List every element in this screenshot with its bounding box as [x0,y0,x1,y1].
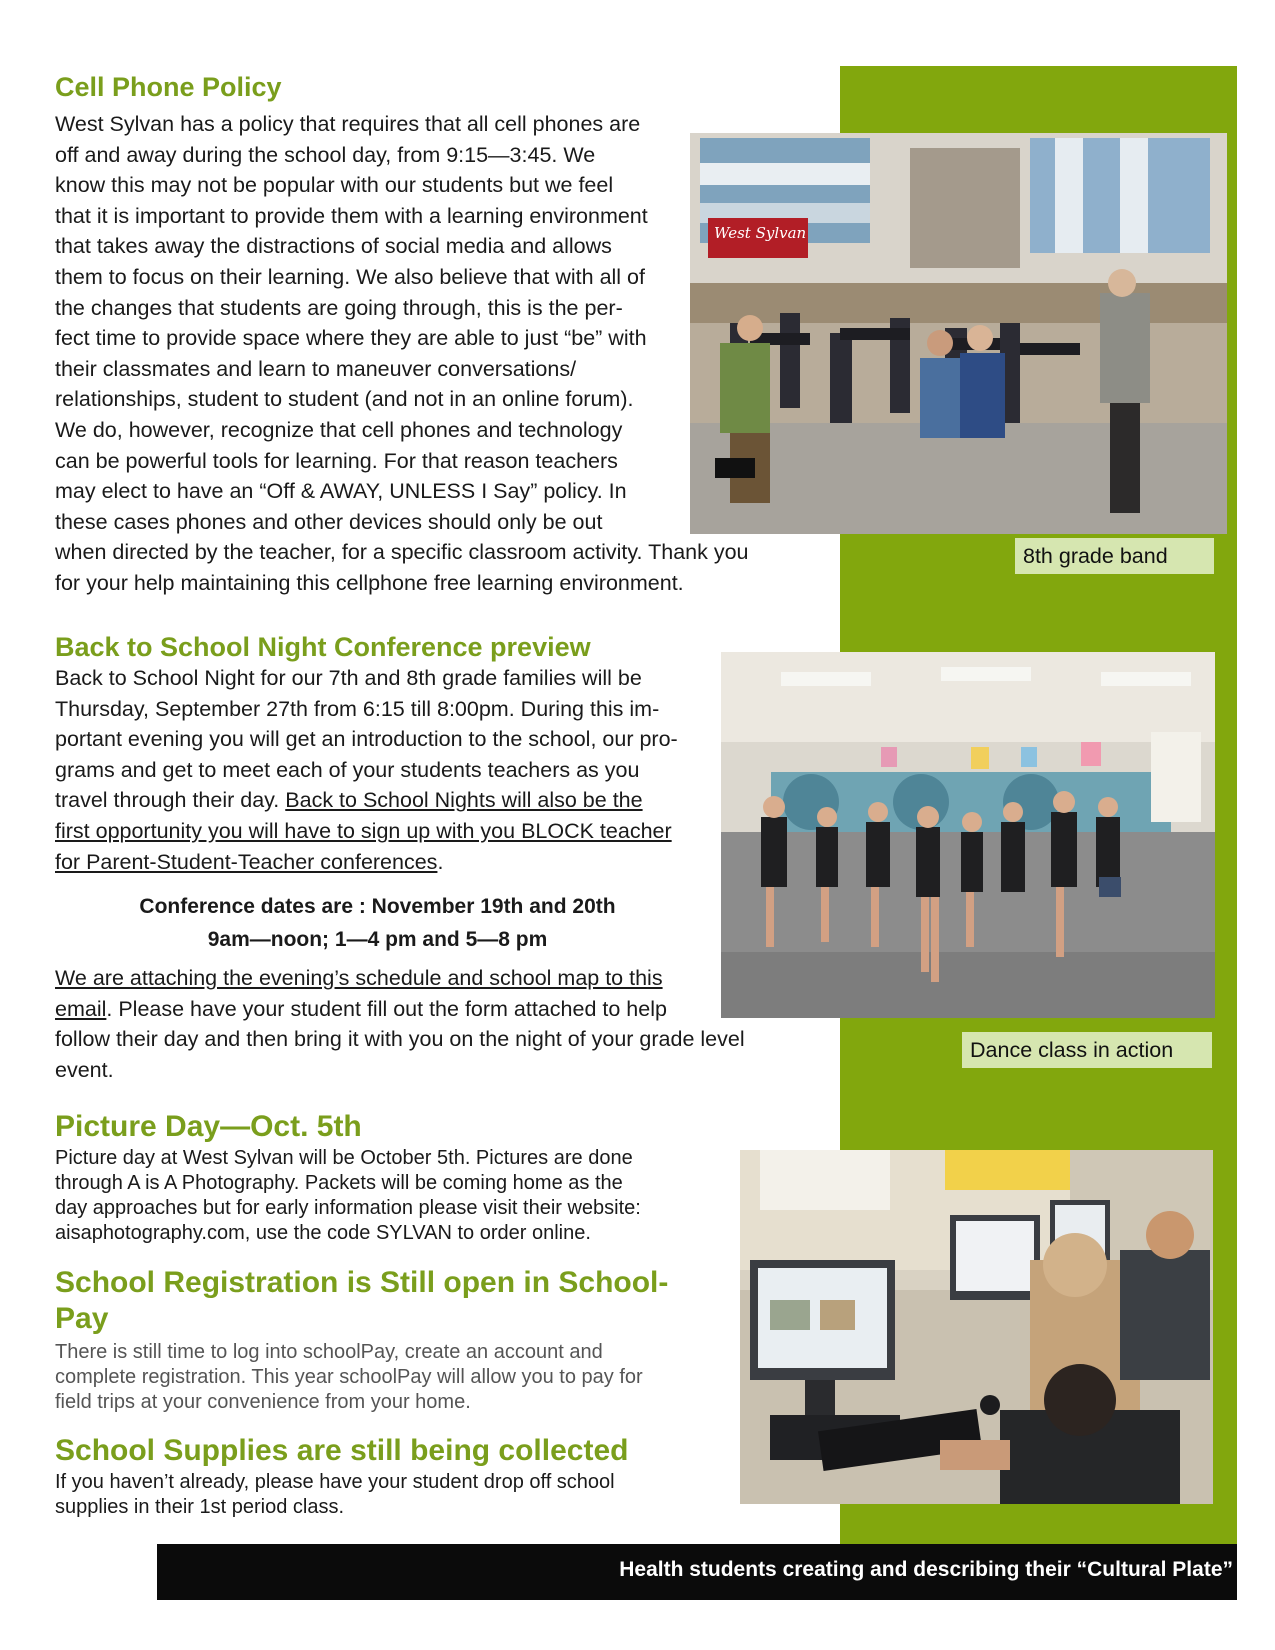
text-line: If you haven’t already, please have your student drop off school [55,1471,615,1493]
school-registration-heading [55,1265,668,1337]
text-segment: . [437,849,444,874]
conference-dates-line: Conference dates are : November 19th and 20th [139,895,616,918]
text-line: aisaphotography.com, use the code SYLVAN to order online. [55,1222,591,1244]
text-line: relationships, student to student (and not in an online forum). [55,387,634,412]
text-line [55,847,678,878]
text-line: We do, however, recognize that cell phones and technology [55,417,623,442]
text-line: field trips at your convenience from your home. [55,1391,471,1413]
text-line [55,785,678,816]
school-supplies-heading: School Supplies are still being collected [55,1434,629,1467]
conference-signup-note: for Parent-Student-Teacher conferences [55,849,438,874]
text-line: day approaches but for early information please visit their website: [55,1197,641,1219]
schedule-attachment-text [55,963,745,1085]
text-line: event. [55,1057,114,1082]
text-line: that it is important to provide them with a learning environment [55,203,648,228]
back-to-school-text [55,663,678,877]
text-line: Back to School Night for our 7th and 8th grade families will be [55,666,642,690]
text-line: portant evening you will get an introduction to the school, our pro- [55,727,678,752]
conference-dates [55,890,700,956]
school-registration-text [55,1340,643,1415]
text-line: when directed by the teacher, for a specific classroom activity. Thank you [55,540,749,565]
dance-photo-caption: Dance class in action [962,1032,1212,1068]
text-line: these cases phones and other devices should only be out [55,509,603,534]
attachment-note-link: We are attaching the evening’s schedule and school map to this [55,966,663,990]
text-line: West Sylvan has a policy that requires that all cell phones are [55,112,641,136]
cell-phone-policy-heading: Cell Phone Policy [55,72,282,102]
heading-line: School Registration is Still open in School- [55,1266,669,1299]
text-line: their classmates and learn to maneuver conversations/ [55,356,577,381]
text-segment: . Please have your student fill out the form attached to help [106,996,667,1021]
text-line: fect time to provide space where they are able to just “be” with [55,326,647,351]
text-line: supplies in their 1st period class. [55,1496,345,1518]
conference-times-line: 9am—noon; 1—4 pm and 5—8 pm [207,928,548,951]
text-line: for your help maintaining this cellphone free learning environment. [55,570,684,595]
text-line: can be powerful tools for learning. For that reason teachers [55,448,618,473]
text-line: them to focus on their learning. We also believe that with all of [55,264,645,289]
band-room-sign: West Sylvan [714,224,807,242]
text-segment: travel through their day. [55,788,286,813]
dance-photo [721,652,1215,1018]
picture-day-text [55,1146,641,1246]
attachment-note-link: email [55,996,107,1021]
heading-line: Pay [55,1302,109,1335]
text-line: Picture day at West Sylvan will be October 5th. Pictures are done [55,1147,633,1169]
footer-caption-bar [157,1544,1237,1600]
cell-phone-policy-text [55,109,749,599]
text-line: through A is A Photography. Packets will be coming home as the [55,1172,623,1194]
computer-photo-caption: Health students creating and describing their “Cultural Plate” [619,1558,1233,1581]
picture-day-heading: Picture Day—Oct. 5th [55,1110,362,1143]
text-line: off and away during the school day, from 9:15—3:45. We [55,142,596,167]
text-line: Thursday, September 27th from 6:15 till 8:00pm. During this im- [55,696,660,721]
conference-signup-note: Back to School Nights will also be the [285,788,643,813]
text-line: follow their day and then bring it with you on the night of your grade level [55,1027,745,1052]
text-line: grams and get to meet each of your students teachers as you [55,757,640,782]
computer-lab-photo [740,1150,1213,1504]
text-line: that takes away the distractions of social media and allows [55,234,612,259]
text-line: know this may not be popular with our students but we feel [55,173,614,198]
band-photo [690,133,1227,534]
text-line: the changes that students are going through, this is the per- [55,295,623,320]
text-line [55,994,745,1025]
band-photo-caption: 8th grade band [1015,538,1214,574]
text-line: complete registration. This year schoolPay will allow you to pay for [55,1366,643,1388]
text-line: may elect to have an “Off & AWAY, UNLESS I Say” policy. In [55,479,627,504]
text-line: There is still time to log into schoolPay, create an account and [55,1341,603,1363]
back-to-school-heading: Back to School Night Conference preview [55,632,591,662]
school-supplies-text [55,1470,615,1520]
conference-signup-note: first opportunity you will have to sign up with you BLOCK teacher [55,818,672,843]
